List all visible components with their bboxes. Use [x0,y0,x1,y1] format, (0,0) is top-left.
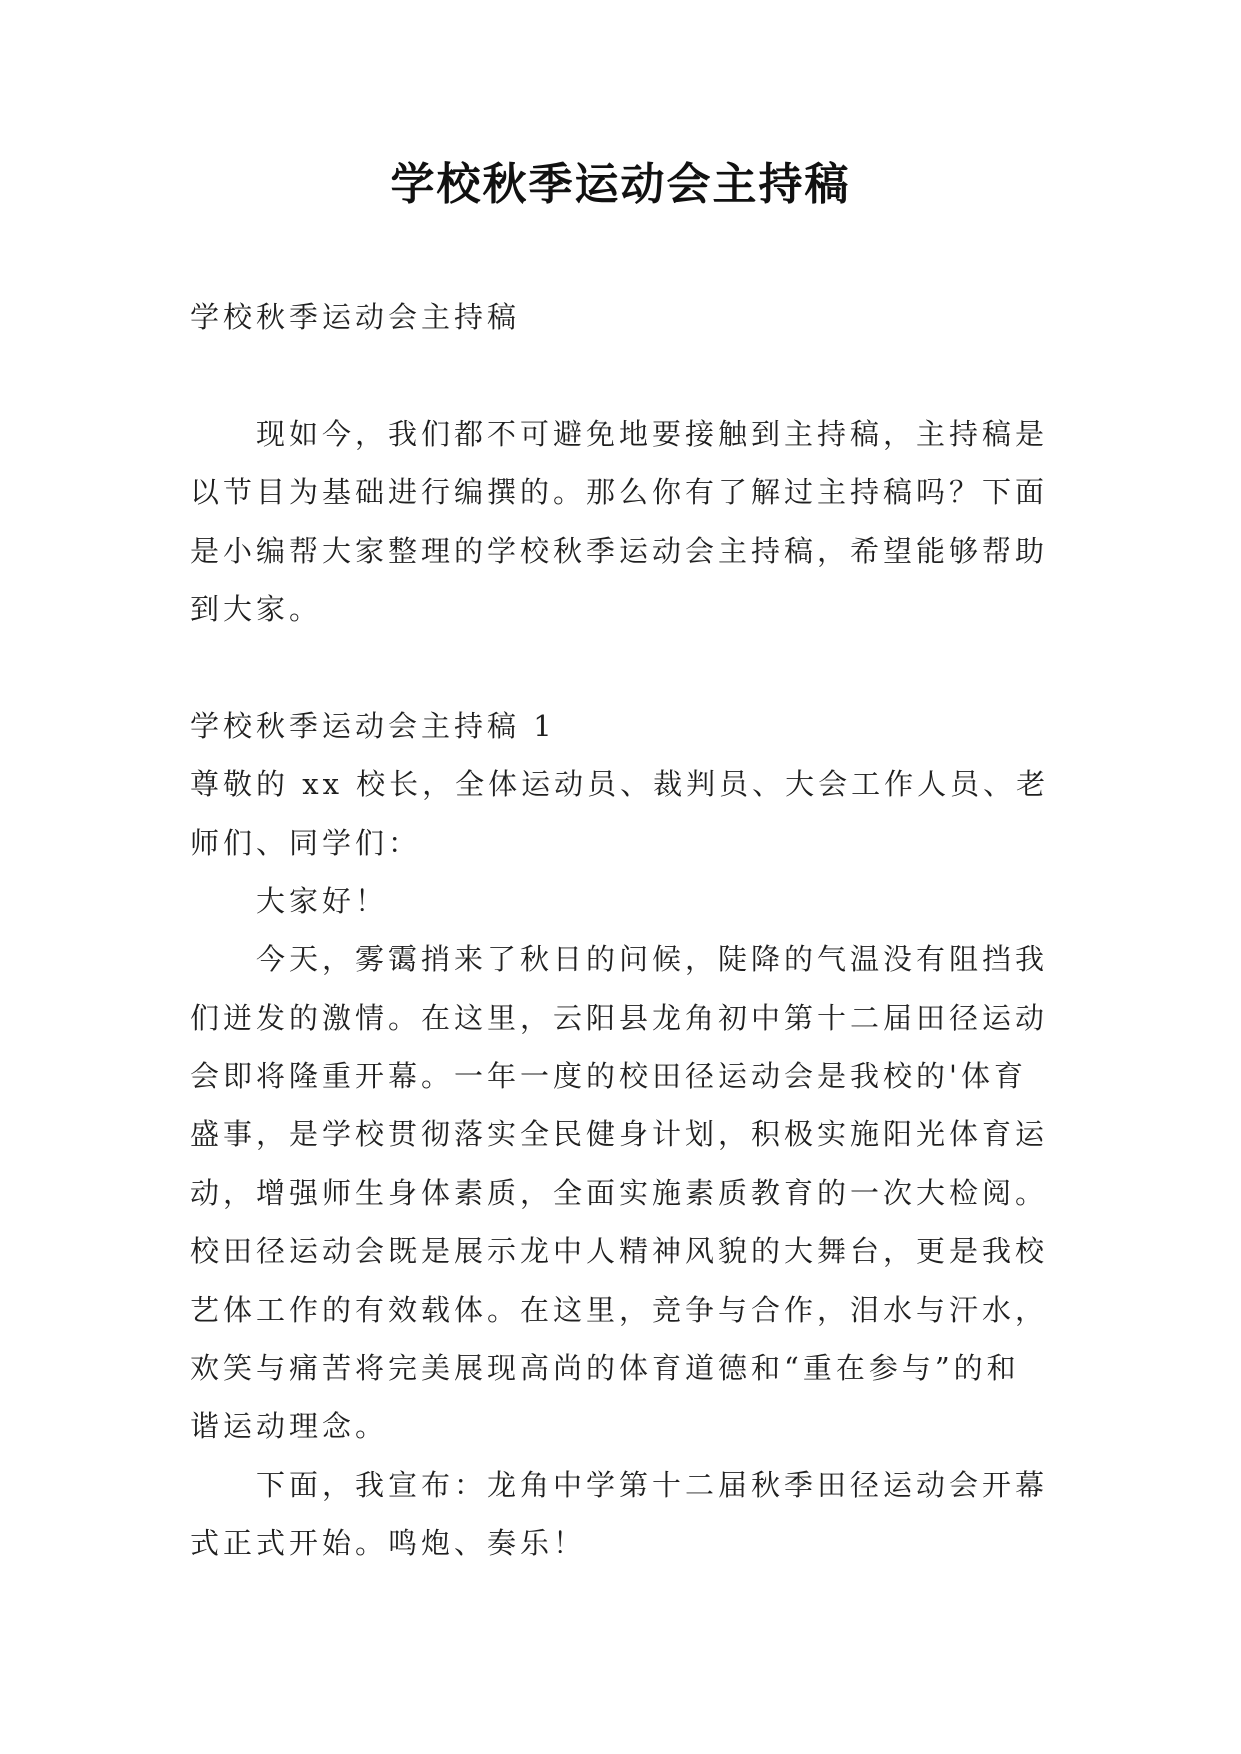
body-line: 们迸发的激情。在这里，云阳县龙角初中第十二届田径运动 [190,1000,1049,1035]
greeting-line: 大家好！ [256,883,389,918]
body-line: 会即将隆重开幕。一年一度的校田径运动会是我校的'体育 [190,1059,1027,1094]
document-body [190,288,1190,1573]
blank-line [190,638,1190,696]
document-subtitle: 学校秋季运动会主持稿 [190,300,521,334]
announcement-line: 下面，我宣布：龙角中学第十二届秋季田径运动会开幕 [256,1467,1049,1502]
body-line: 今天，雾霭捎来了秋日的问候，陡降的气温没有阻挡我 [256,942,1049,977]
intro-line: 现如今，我们都不可避免地要接触到主持稿，主持稿是 [256,416,1049,451]
body-line: 欢笑与痛苦将完美展现高尚的体育道德和“重在参与”的和 [190,1351,1020,1386]
body-line: 盛事，是学校贯彻落实全民健身计划，积极实施阳光体育运 [190,1117,1049,1152]
body-line: 谐运动理念。 [190,1409,389,1444]
intro-paragraph [190,405,1190,639]
document-title: 学校秋季运动会主持稿 [390,159,851,210]
intro-line: 到大家。 [190,591,323,626]
intro-line: 是小编帮大家整理的学校秋季运动会主持稿，希望能够帮助 [190,533,1049,568]
announcement-line: 式正式开始。鸣炮、奏乐！ [190,1526,587,1561]
salutation-paragraph [190,755,1190,872]
intro-line: 以节目为基础进行编撰的。那么你有了解过主持稿吗？下面 [190,475,1049,510]
body-paragraph [190,930,1190,1456]
body-line: 动，增强师生身体素质，全面实施素质教育的一次大检阅。 [190,1175,1049,1210]
body-line: 艺体工作的有效载体。在这里，竞争与合作，泪水与汗水， [190,1292,1049,1327]
announcement-paragraph [190,1456,1190,1573]
section-heading: 学校秋季运动会主持稿 1 [190,708,556,743]
blank-line [190,346,1190,404]
salutation-line: 师们、同学们： [190,825,422,860]
salutation-line: 尊敬的 xx 校长，全体运动员、裁判员、大会工作人员、老 [190,767,1050,802]
body-line: 校田径运动会既是展示龙中人精神风貌的大舞台，更是我校 [190,1234,1049,1269]
